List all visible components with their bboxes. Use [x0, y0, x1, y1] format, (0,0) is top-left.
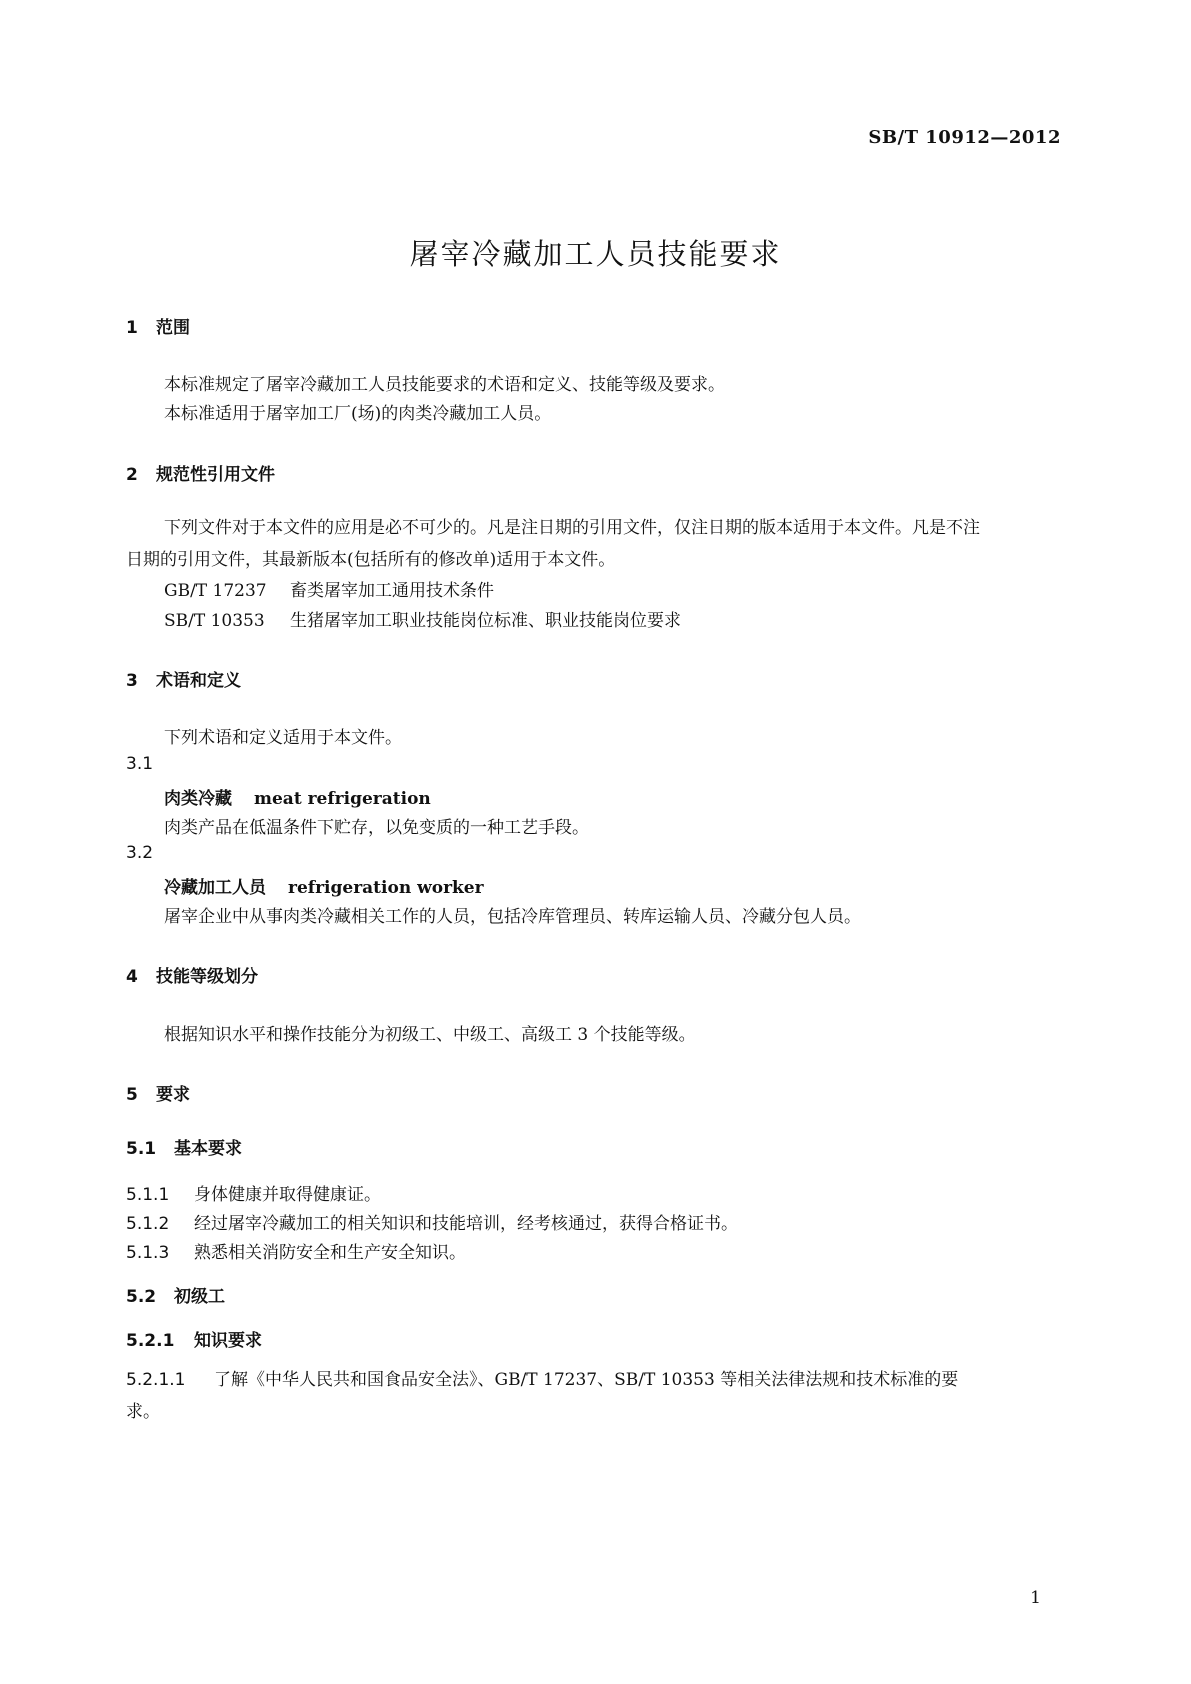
term-definition: 肉类产品在低温条件下贮存，以免变质的一种工艺手段。	[164, 818, 589, 838]
section-3-heading	[126, 666, 241, 691]
clause-number: 5.1.1	[126, 1185, 170, 1205]
section-title: 术语和定义	[156, 671, 241, 691]
term-number: 3.1	[126, 754, 154, 774]
subsection-number: 5.2.1	[126, 1331, 175, 1351]
clause-text: 经过屠宰冷藏加工的相关知识和技能培训，经考核通过，获得合格证书。	[194, 1214, 738, 1234]
term-zh: 肉类冷藏	[164, 789, 232, 809]
section-4-heading	[126, 962, 258, 987]
paragraph: 本标准规定了屠宰冷藏加工人员技能要求的术语和定义、技能等级及要求。	[164, 375, 725, 395]
document-title: 屠宰冷藏加工人员技能要求	[409, 237, 782, 271]
section-number: 1	[126, 318, 138, 338]
clause-text: 了解《中华人民共和国食品安全法》、GB/T 17237、SB/T 10353 等相关法律法规和技术标准的要求。	[126, 1370, 959, 1422]
subsection-number: 5.2	[126, 1287, 157, 1307]
reference-title: 畜类屠宰加工通用技术条件	[290, 581, 494, 601]
section-title: 技能等级划分	[156, 967, 258, 987]
section-number: 3	[126, 671, 138, 691]
standard-number: SB/T 10912—2012	[868, 127, 1061, 148]
paragraph: 下列文件对于本文件的应用是必不可少的。凡是注日期的引用文件，仅注日期的版本适用于本文件。凡是不注日期的引用文件，其最新版本(包括所有的修改单)适用于本文件。	[126, 518, 980, 570]
section-2-heading	[126, 460, 275, 485]
subsection-number: 5.1	[126, 1139, 157, 1159]
clause-number: 5.1.3	[126, 1243, 170, 1263]
term-zh: 冷藏加工人员	[164, 878, 266, 898]
clause-number: 5.2.1.1	[126, 1370, 186, 1390]
term-entry	[164, 873, 484, 898]
subsection-title: 基本要求	[174, 1139, 242, 1159]
section-title: 范围	[156, 318, 190, 338]
clause	[126, 1364, 986, 1428]
reference-code: SB/T 10353	[164, 611, 265, 631]
normative-reference	[164, 606, 681, 631]
term-entry	[164, 784, 431, 809]
subsection-title: 初级工	[174, 1287, 225, 1307]
clause-text: 熟悉相关消防安全和生产安全知识。	[194, 1243, 466, 1263]
term-definition: 屠宰企业中从事肉类冷藏相关工作的人员，包括冷库管理员、转库运输人员、冷藏分包人员。	[164, 907, 861, 927]
section-number: 2	[126, 465, 138, 485]
clause-number: 5.1.2	[126, 1214, 170, 1234]
clause	[126, 1209, 738, 1234]
paragraph: 下列术语和定义适用于本文件。	[164, 728, 402, 748]
term-en: meat refrigeration	[254, 789, 431, 809]
paragraph: 根据知识水平和操作技能分为初级工、中级工、高级工 3 个技能等级。	[164, 1025, 696, 1045]
section-title: 规范性引用文件	[156, 465, 275, 485]
section-5-heading	[126, 1080, 190, 1105]
clause-text: 身体健康并取得健康证。	[194, 1185, 381, 1205]
section-number: 4	[126, 967, 138, 987]
subsection-5-2-1-heading	[126, 1326, 262, 1351]
subsection-5-1-heading	[126, 1134, 242, 1159]
paragraph: 本标准适用于屠宰加工厂(场)的肉类冷藏加工人员。	[164, 404, 552, 424]
subsection-5-2-heading	[126, 1282, 225, 1307]
page-number: 1	[1030, 1588, 1041, 1608]
reference-code: GB/T 17237	[164, 581, 267, 601]
clause	[126, 1238, 466, 1263]
section-title: 要求	[156, 1085, 190, 1105]
reference-title: 生猪屠宰加工职业技能岗位标准、职业技能岗位要求	[290, 611, 681, 631]
clause	[126, 1180, 381, 1205]
normative-reference	[164, 576, 494, 601]
subsection-title: 知识要求	[194, 1331, 262, 1351]
term-en: refrigeration worker	[288, 878, 484, 898]
section-number: 5	[126, 1085, 138, 1105]
section-1-heading	[126, 313, 190, 338]
term-number: 3.2	[126, 843, 154, 863]
